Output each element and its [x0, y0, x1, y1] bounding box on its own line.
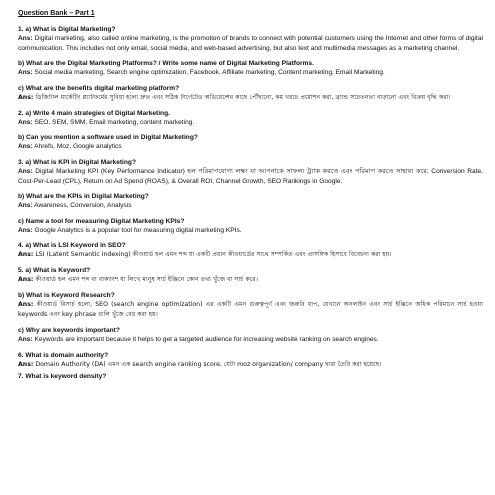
answer-label: Ans: — [18, 69, 33, 77]
answer-text: কীওয়ার্ড হল এমন শব্দ বা বাক্যাংশ যা লিখে মানুষ সার্চ ইঞ্জিনে কোন তথ্য খুঁজে বা সার্চ করে। — [35, 276, 258, 284]
answer-text: ডিজিটাল মার্কেটিং প্ল্যাটফর্মের সুবিধা হলো দ্রুত এবং সঠিক টার্গেটেড অডিয়েন্সের কাছে পৌঁছানো, কম খরচে প্রমোশন করা, ব্র্যান্ড সচেতনতা বাড়ানো এবং বিক্রয় বৃদ্ধি করা। — [35, 93, 451, 101]
answer-label: Ans: — [18, 167, 33, 175]
answer — [18, 360, 483, 370]
answer-text: SEO, SEM, SMM, Email marketing, content marketing. — [34, 118, 195, 126]
answer — [18, 93, 483, 103]
question: c) What are the benefits digital marketing platform? — [18, 84, 180, 92]
answer-text: কীওয়ার্ড রিসার্চ হলো, SEO (search engine optimization) এর একটি এমন গুরুত্বপূর্ণ এবং জরুরি ধাপ, যেখানে অনলাইন এবং সার্চ ইঞ্জিনে অধিক পরিমানে সার্চ হওয়া keywords এবং key phrase গুলি খুঁজে বের করা হয়। — [18, 301, 483, 319]
answer-label: Ans: — [18, 35, 33, 42]
answer-text: Ahrefs, Moz, Google analytics — [34, 143, 122, 151]
answer-label: Ans: — [18, 301, 34, 309]
answer-text: Keywords are important because it helps to get a targeted audience for increasing website ranking on search engines. — [34, 336, 379, 344]
answer-text: Digital Marketing KPI (Key Performance Indicator) হল পরিমাপযোগ্য লক্ষ্য যা আপনাকে সাফল্য ট্র্যাক করতে এবং পরিমাপ করতে সাহায্য করে: Conversion Rate, Cost-Per-Lead (CPL), Return on Ad Spend (ROAS), & Overall ROI, Channel Growth, SEO Rankings in Google. — [18, 167, 483, 185]
question: 6. What is domain authority? — [18, 351, 109, 359]
answer-label: Ans: — [18, 276, 34, 284]
question: b) What is Keyword Research? — [18, 292, 115, 300]
qa-item-5c — [18, 326, 483, 345]
question: 7. What is keyword density? — [18, 372, 107, 380]
question: b) What are the Digital Marketing Platforms? / Write some name of Digital Marketing Platforms. — [18, 60, 314, 68]
answer-text: LSI (Latent Semantic Indexing) কীওয়ার্ড হল এমন শব্দ যা একটি প্রধান কীওয়ার্ডের সাথে সম্পর্কিত এবং প্রাসঙ্গিক হিসাবে বিবেচনা করা হয়। — [35, 251, 392, 259]
qa-item-3b — [18, 192, 483, 211]
answer — [18, 226, 483, 236]
answer-text: Digital marketing, also called online marketing, is the promotion of brands to connect with potential customers using the Internet and other forms of digital communication. This includes not only email, social media, and web-based advertising, but also text and multimedia messages as a marketing channel. — [18, 35, 483, 52]
answer-label: Ans: — [18, 251, 34, 259]
qa-item-1a — [18, 25, 483, 53]
question: 4. a) What is LSI Keyword in SEO? — [18, 242, 126, 250]
qa-item-1b — [18, 59, 483, 78]
answer-text: Google Analytics is a popular tool for measuring digital marketing KPIs. — [34, 226, 242, 234]
qa-item-5b — [18, 291, 483, 320]
qa-item-4a — [18, 241, 483, 260]
answer-label: Ans: — [18, 143, 33, 151]
answer-label: Ans: — [18, 202, 33, 210]
question: 1. a) What is Digital Marketing? — [18, 26, 116, 33]
qa-item-6 — [18, 351, 483, 370]
qa-item-7 — [18, 372, 483, 381]
answer — [18, 201, 483, 211]
qa-item-5a — [18, 266, 483, 285]
qa-item-1c — [18, 84, 483, 103]
qa-item-2b — [18, 133, 483, 152]
answer — [18, 300, 483, 320]
answer-label: Ans: — [18, 226, 33, 234]
answer — [18, 167, 483, 186]
answer-label: Ans: — [18, 360, 34, 368]
answer-text: Awareness, Conversion, Analysis — [34, 202, 132, 210]
qa-item-3a — [18, 158, 483, 186]
question: c) Name a tool for measuring Digital Marketing KPIs? — [18, 217, 185, 225]
answer — [18, 118, 483, 128]
answer-label: Ans: — [18, 336, 33, 344]
question: b) Can you mention a software used in Digital Marketing? — [18, 134, 198, 142]
answer-label: Ans: — [18, 118, 33, 126]
answer-text: Social media marketing, Search engine optimization, Facebook, Affiliate marketing, Content marketing, Email Marketing. — [34, 69, 385, 77]
page-title: Question Bank – Part 1 — [18, 10, 95, 17]
question: 3. a) What is KPI in Digital Marketing? — [18, 158, 136, 166]
question: b) What are the KPIs in Digital Marketing? — [18, 193, 149, 201]
answer-text: Domain Authority (DA) এমন এক search engine ranking score, যেটা moz organization/ company দ্বারা তৈরি করা হয়েছে। — [35, 360, 382, 368]
answer — [18, 142, 483, 152]
answer — [18, 275, 483, 285]
qa-item-3c — [18, 217, 483, 236]
answer — [18, 250, 483, 260]
question: 5. a) What is Keyword? — [18, 267, 91, 275]
answer — [18, 68, 483, 78]
qa-item-2a — [18, 109, 483, 128]
answer — [18, 335, 483, 345]
answer-label: Ans: — [18, 93, 34, 101]
answer — [18, 34, 483, 53]
question: c) Why are keywords important? — [18, 327, 120, 335]
question: 2. a) Write 4 main strategies of Digital Marketing. — [18, 109, 170, 117]
